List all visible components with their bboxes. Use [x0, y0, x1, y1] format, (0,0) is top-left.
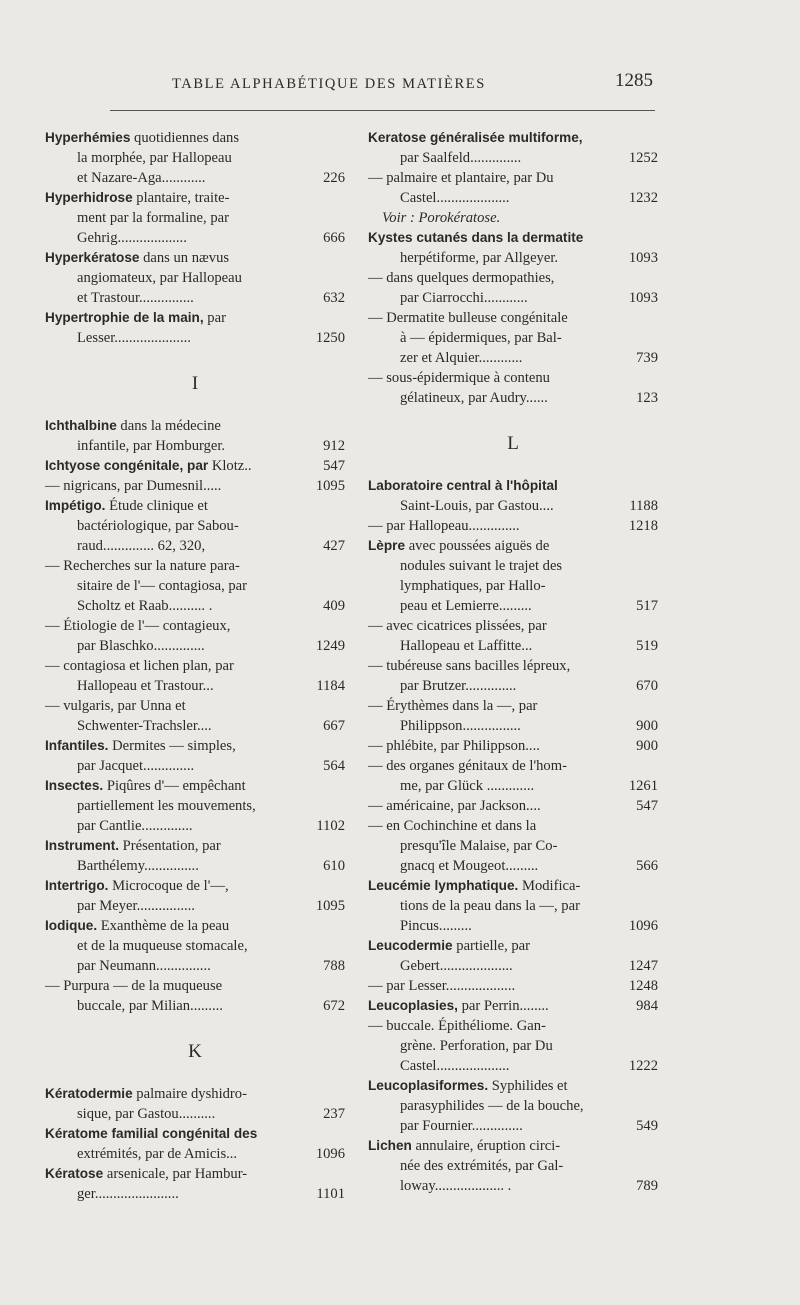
entry-text: Gebert....................	[400, 958, 513, 974]
entry-text: par Blaschko..............	[77, 638, 205, 654]
entry-text: la morphée, par Hallopeau	[77, 150, 232, 166]
index-entry	[45, 188, 345, 248]
page-ref: 1188	[629, 498, 658, 514]
entry-term: Impétigo.	[45, 498, 106, 513]
entry-text: Présentation, par	[122, 838, 221, 854]
entry-text: Schwenter-Trachsler....	[77, 718, 212, 734]
entry-term: Hyperhémies	[45, 130, 131, 145]
entry-text: raud.............. 62, 320,	[77, 538, 206, 554]
entry-text: parasyphilides — de la bouche,	[400, 1098, 584, 1114]
index-entry	[368, 936, 658, 976]
entry-term: Keratose généralisée multiforme,	[368, 130, 583, 145]
page-ref: 670	[636, 678, 658, 694]
entry-text: par Jacquet..............	[77, 758, 195, 774]
page-ref: 1095	[315, 898, 345, 914]
index-entry	[45, 916, 345, 976]
page-ref: 123	[636, 390, 658, 406]
index-entry	[45, 616, 345, 656]
entry-text: — contagiosa et lichen plan, par	[45, 658, 234, 674]
entry-text: par Perrin........	[461, 998, 549, 1014]
page-ref: 564	[323, 758, 345, 774]
index-entry	[368, 1136, 658, 1196]
entry-text: nodules suivant le trajet des	[400, 558, 563, 574]
entry-text: — avec cicatrices plissées, par	[368, 618, 547, 634]
page-ref: 1250	[315, 330, 345, 346]
entry-term: Leucoplasiformes.	[368, 1078, 489, 1093]
page-ref: 666	[323, 230, 345, 246]
entry-text: Philippson................	[400, 718, 521, 734]
index-entry	[45, 976, 345, 1016]
page-ref: 788	[323, 958, 345, 974]
page-ref: 789	[636, 1178, 658, 1194]
section-letter: I	[191, 373, 199, 394]
index-entry	[45, 476, 345, 496]
entry-text: et de la muqueuse stomacale,	[77, 938, 248, 954]
entry-text: Exanthème de la peau	[100, 918, 230, 934]
entry-text: me, par Glück .............	[400, 778, 535, 794]
index-entry	[368, 756, 658, 796]
entry-text: par Meyer................	[77, 898, 195, 914]
index-entry	[368, 516, 658, 536]
entry-term: Leucémie lymphatique.	[368, 878, 519, 893]
entry-text: dans un nævus	[143, 250, 230, 266]
page-ref: 1218	[628, 518, 658, 534]
entry-text: loway................... .	[400, 1178, 512, 1194]
index-entry	[45, 876, 345, 916]
page-ref: 984	[636, 998, 658, 1014]
entry-text: arsenicale, par Hambur-	[106, 1166, 248, 1182]
index-entry	[45, 656, 345, 696]
entry-term: Laboratoire central à l'hôpital	[368, 478, 558, 493]
entry-text: Barthélemy...............	[77, 858, 199, 874]
page-ref: 1249	[315, 638, 345, 654]
entry-term: Lèpre	[368, 538, 406, 553]
page-ref: 1101	[316, 1186, 345, 1202]
entry-text: — dans quelques dermopathies,	[368, 270, 555, 286]
entry-text: par Neumann...............	[77, 958, 211, 974]
entry-text: Dermites — simples,	[112, 738, 236, 754]
index-entry	[368, 976, 658, 996]
index-entry	[45, 248, 345, 308]
index-entry	[368, 796, 658, 816]
entry-text: par	[207, 310, 226, 326]
entry-text: par Cantlie..............	[77, 818, 193, 834]
page-ref: 1102	[316, 818, 345, 834]
entry-term: Insectes.	[45, 778, 104, 793]
page-ref: 409	[323, 598, 345, 614]
entry-text: — des organes génitaux de l'hom-	[368, 758, 567, 774]
index-entry	[368, 536, 658, 616]
page-ref: 237	[323, 1106, 345, 1122]
section-letter: K	[188, 1041, 202, 1062]
entry-term: Iodique.	[45, 918, 98, 933]
page-ref: 547	[636, 798, 658, 814]
entry-text: Castel....................	[400, 1058, 510, 1074]
entry-text: Voir : Porokératose.	[382, 210, 501, 226]
page-ref: 1093	[628, 250, 658, 266]
page-ref: 549	[636, 1118, 658, 1134]
index-entry	[368, 128, 658, 168]
index-entry	[45, 836, 345, 876]
entry-term: Instrument.	[45, 838, 120, 853]
page-ref: 1095	[315, 478, 345, 494]
entry-text: ment par la formaline, par	[77, 210, 229, 226]
page-ref: 912	[323, 438, 345, 454]
entry-text: extrémités, par de Amicis...	[77, 1146, 238, 1162]
entry-text: par Saalfeld..............	[400, 150, 522, 166]
entry-text: — par Lesser...................	[368, 978, 516, 994]
index-entry	[368, 816, 658, 876]
entry-text: par Brutzer..............	[400, 678, 517, 694]
entry-text: née des extrémités, par Gal-	[400, 1158, 564, 1174]
entry-text: angiomateux, par Hallopeau	[77, 270, 242, 286]
entry-text: Microcoque de l'—,	[112, 878, 229, 894]
index-entry	[368, 696, 658, 736]
index-entry	[368, 168, 658, 228]
entry-text: quotidiennes dans	[134, 130, 240, 146]
entry-text: zer et Alquier............	[400, 350, 523, 366]
section-letter: L	[507, 433, 519, 454]
entry-text: — en Cochinchine et dans la	[368, 818, 537, 834]
entry-text: Syphilides et	[491, 1078, 568, 1094]
entry-text: Saint-Louis, par Gastou....	[400, 498, 554, 514]
entry-text: partiellement les mouvements,	[77, 798, 256, 814]
index-entry	[45, 496, 345, 556]
entry-text: à — épidermiques, par Bal-	[400, 330, 562, 346]
entry-term: Hyperkératose	[45, 250, 140, 265]
entry-term: Ichtyose congénitale, par	[45, 458, 209, 473]
entry-text: Modifica-	[521, 878, 581, 894]
entry-text: Hallopeau et Laffitte...	[400, 638, 533, 654]
index-entry	[45, 128, 345, 188]
index-entry	[368, 616, 658, 656]
entry-text: gélatineux, par Audry......	[400, 390, 548, 406]
entry-text: — Dermatite bulleuse congénitale	[368, 310, 568, 326]
index-entry	[45, 308, 345, 348]
page-ref: 1247	[628, 958, 658, 974]
running-title: TABLE ALPHABÉTIQUE DES MATIÈRES	[172, 76, 486, 92]
entry-text: buccale, par Milian.........	[77, 998, 223, 1014]
index-entry	[368, 368, 658, 408]
index-entry	[368, 476, 658, 516]
entry-text: presqu'île Malaise, par Co-	[400, 838, 558, 854]
page-ref: 1093	[628, 290, 658, 306]
entry-text: Étude clinique et	[109, 498, 208, 514]
entry-text: et Nazare-Aga............	[77, 170, 206, 186]
entry-text: — tubéreuse sans bacilles lépreux,	[368, 658, 571, 674]
index-column-right	[368, 128, 658, 1196]
page-ref: 226	[323, 170, 345, 186]
entry-text: — phlébite, par Philippson....	[368, 738, 540, 754]
entry-term: Kératodermie	[45, 1086, 133, 1101]
page-ref: 739	[636, 350, 658, 366]
page-ref: 1252	[628, 150, 658, 166]
page-ref: 427	[323, 538, 345, 554]
entry-text: avec poussées aiguës de	[408, 538, 550, 554]
index-entry	[368, 1076, 658, 1136]
entry-text: — buccale. Épithéliome. Gan-	[368, 1018, 546, 1034]
index-entry	[368, 996, 658, 1016]
entry-text: ger.......................	[77, 1186, 179, 1202]
entry-text: lymphatiques, par Hallo-	[400, 578, 546, 594]
page-ref: 519	[636, 638, 658, 654]
entry-term: Kératome familial congénital des	[45, 1126, 258, 1141]
entry-text: Piqûres d'— empêchant	[106, 778, 246, 794]
entry-text: — vulgaris, par Unna et	[45, 698, 186, 714]
entry-term: Ichthalbine	[45, 418, 117, 433]
entry-text: Lesser.....................	[77, 330, 191, 346]
page-ref: 900	[636, 738, 658, 754]
entry-text: — par Hallopeau..............	[368, 518, 520, 534]
entry-text: — sous-épidermique à contenu	[368, 370, 550, 386]
entry-text: Klotz..	[211, 458, 252, 474]
entry-text: — américaine, par Jackson....	[368, 798, 541, 814]
entry-text: — Purpura — de la muqueuse	[45, 978, 223, 994]
page-ref: 547	[323, 458, 345, 474]
entry-text: tions de la peau dans la —, par	[400, 898, 580, 914]
index-column-left	[45, 128, 345, 1204]
page-ref: 566	[636, 858, 658, 874]
index-entry	[45, 456, 345, 476]
entry-term: Intertrigo.	[45, 878, 109, 893]
entry-text: partielle, par	[456, 938, 531, 954]
index-entry	[368, 1016, 658, 1076]
entry-text: sitaire de l'— contagiosa, par	[77, 578, 247, 594]
index-entry	[368, 228, 658, 268]
entry-text: par Ciarrocchi............	[400, 290, 528, 306]
entry-text: gnacq et Mougeot.........	[400, 858, 539, 874]
entry-text: Pincus.........	[400, 918, 472, 934]
entry-text: peau et Lemierre.........	[400, 598, 532, 614]
entry-text: Scholtz et Raab.......... .	[77, 598, 213, 614]
entry-text: par Fournier..............	[400, 1118, 523, 1134]
running-header	[110, 70, 655, 111]
page-ref: 1096	[315, 1146, 345, 1162]
entry-text: Gehrig...................	[77, 230, 187, 246]
page-ref: 610	[323, 858, 345, 874]
index-entry	[368, 656, 658, 696]
entry-term: Kératose	[45, 1166, 104, 1181]
page-ref: 1261	[628, 778, 658, 794]
entry-text: et Trastour...............	[77, 290, 194, 306]
page-ref: 667	[323, 718, 345, 734]
index-entry	[368, 308, 658, 368]
index-entry	[45, 736, 345, 776]
entry-text: plantaire, traite-	[136, 190, 230, 206]
page-ref: 1248	[628, 978, 658, 994]
entry-term: Hypertrophie de la main,	[45, 310, 204, 325]
entry-text: — Étiologie de l'— contagieux,	[45, 618, 231, 634]
entry-term: Hyperhidrose	[45, 190, 133, 205]
entry-text: Castel....................	[400, 190, 510, 206]
index-entry	[45, 556, 345, 616]
index-entry	[45, 776, 345, 836]
entry-term: Leucoplasies,	[368, 998, 458, 1013]
entry-text: — nigricans, par Dumesnil.....	[45, 478, 222, 494]
entry-text: annulaire, éruption circi-	[415, 1138, 561, 1154]
page-ref: 672	[323, 998, 345, 1014]
entry-text: — palmaire et plantaire, par Du	[368, 170, 554, 186]
entry-term: Lichen	[368, 1138, 412, 1153]
entry-term: Kystes cutanés dans la dermatite	[368, 230, 584, 245]
page-ref: 1222	[628, 1058, 658, 1074]
entry-text: sique, par Gastou..........	[77, 1106, 216, 1122]
entry-text: infantile, par Homburger.	[77, 438, 226, 454]
entry-text: palmaire dyshidro-	[136, 1086, 247, 1102]
entry-text: dans la médecine	[120, 418, 221, 434]
entry-text: herpétiforme, par Allgeyer.	[400, 250, 559, 266]
page-ref: 517	[636, 598, 658, 614]
index-entry	[45, 416, 345, 456]
page-ref: 900	[636, 718, 658, 734]
index-entry	[45, 1084, 345, 1124]
entry-text: Hallopeau et Trastour...	[77, 678, 214, 694]
page-ref: 1184	[316, 678, 345, 694]
index-entry	[45, 696, 345, 736]
page-ref: 1096	[628, 918, 658, 934]
page-number: 1285	[615, 70, 653, 91]
page-ref: 1232	[628, 190, 658, 206]
page-ref: 632	[323, 290, 345, 306]
entry-text: bactériologique, par Sabou-	[77, 518, 239, 534]
entry-term: Infantiles.	[45, 738, 109, 753]
index-entry	[368, 876, 658, 936]
index-entry	[45, 1124, 345, 1164]
entry-text: — Érythèmes dans la —, par	[368, 698, 538, 714]
index-entry	[45, 1164, 345, 1204]
entry-text: — Recherches sur la nature para-	[45, 558, 240, 574]
index-entry	[368, 268, 658, 308]
index-entry	[368, 736, 658, 756]
entry-term: Leucodermie	[368, 938, 453, 953]
entry-text: grène. Perforation, par Du	[400, 1038, 553, 1054]
